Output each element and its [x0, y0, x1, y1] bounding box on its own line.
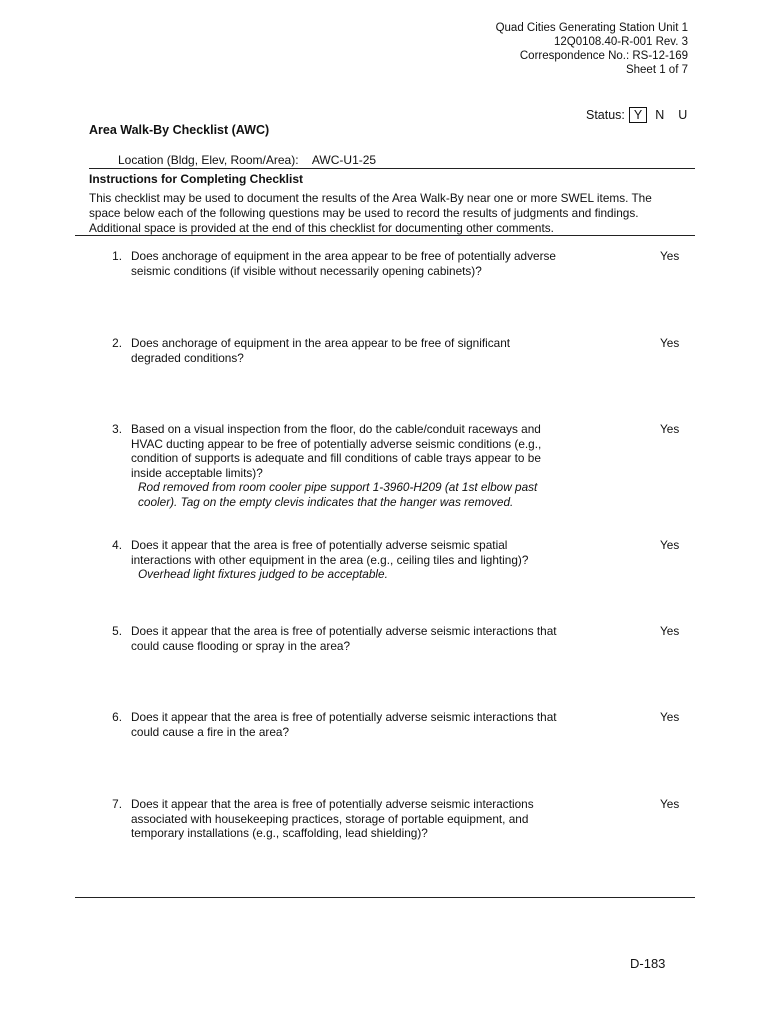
question-answer: Yes — [660, 710, 680, 724]
question-text: Does it appear that the area is free of potentially adverse seismic interactions associated with housekeeping practices, storage of portable equipment, and temporary installations (e.g., scaffolding, lead shielding)? — [131, 797, 534, 840]
instructions-title: Instructions for Completing Checklist — [89, 172, 304, 186]
question-number: 4. — [112, 538, 122, 552]
question-note: Rod removed from room cooler pipe support 1-3960-H209 (at 1st elbow past cooler). Tag on the empty clevis indicates that the hanger was removed. — [138, 480, 538, 509]
status-option-y-selected: Y — [629, 107, 647, 123]
question-answer: Yes — [660, 538, 680, 552]
status-option-u: U — [678, 108, 688, 122]
location-underline — [89, 168, 695, 169]
question-note: Overhead light fixtures judged to be acceptable. — [138, 567, 388, 581]
location-line — [118, 153, 376, 167]
instructions-body: This checklist may be used to document the results of the Area Walk-By near one or more SWEL items. The space below each of the following questions may be used to record the results of judgments and findings. Additional space is provided at the end of this checklist for documenting other comments. — [89, 191, 652, 235]
header-sheet: Sheet 1 of 7 — [625, 64, 688, 76]
question-answer: Yes — [660, 336, 680, 350]
page-id: D-183 — [630, 956, 666, 971]
status-field — [586, 107, 701, 123]
instructions-rule — [75, 235, 695, 236]
question-text: Does it appear that the area is free of potentially adverse seismic interactions that could cause flooding or spray in the area? — [131, 624, 557, 653]
question-number: 3. — [112, 422, 122, 436]
question-number: 2. — [112, 336, 122, 350]
question-answer: Yes — [660, 249, 680, 263]
question-answer: Yes — [660, 624, 680, 638]
question-text: Does it appear that the area is free of potentially adverse seismic interactions that could cause a fire in the area? — [131, 710, 557, 739]
bottom-rule — [75, 897, 695, 898]
question-text: Does anchorage of equipment in the area appear to be free of potentially adverse seismic conditions (if visible without necessarily opening cabinets)? — [131, 249, 556, 278]
question-number: 6. — [112, 710, 122, 724]
status-option-n: N — [655, 108, 665, 122]
question-number: 7. — [112, 797, 122, 811]
header-report-number: 12Q0108.40-R-001 Rev. 3 — [553, 36, 688, 48]
header-correspondence: Correspondence No.: RS-12-169 — [519, 50, 688, 62]
question-text: Based on a visual inspection from the floor, do the cable/conduit raceways and HVAC ducting appear to be free of potentially adverse seismic conditions (e.g., condition of supports is adequate and fill conditions of cable trays appear to be inside acceptable limits)? Rod removed from room cooler pipe support 1-3960-H209 (at 1st elbow past cooler). Tag on the empty clevis indicates that the hanger was removed. — [131, 422, 561, 509]
question-text: Does it appear that the area is free of potentially adverse seismic spatial interactions with other equipment in the area (e.g., ceiling tiles and lighting)? Overhead light fixtures judged to be acceptable. — [131, 538, 561, 582]
question-number: 1. — [112, 249, 122, 263]
form-title: Area Walk-By Checklist (AWC) — [89, 123, 270, 137]
question-text: Does anchorage of equipment in the area appear to be free of significant degraded conditions? — [131, 336, 511, 365]
location-value: AWC-U1-25 — [311, 153, 377, 167]
location-label: Location (Bldg, Elev, Room/Area): — [118, 153, 299, 167]
document-header — [496, 21, 688, 77]
status-label: Status: — [586, 108, 625, 122]
question-answer: Yes — [660, 797, 680, 811]
question-number: 5. — [112, 624, 122, 638]
header-station: Quad Cities Generating Station Unit 1 — [495, 22, 688, 34]
question-answer: Yes — [660, 422, 680, 436]
